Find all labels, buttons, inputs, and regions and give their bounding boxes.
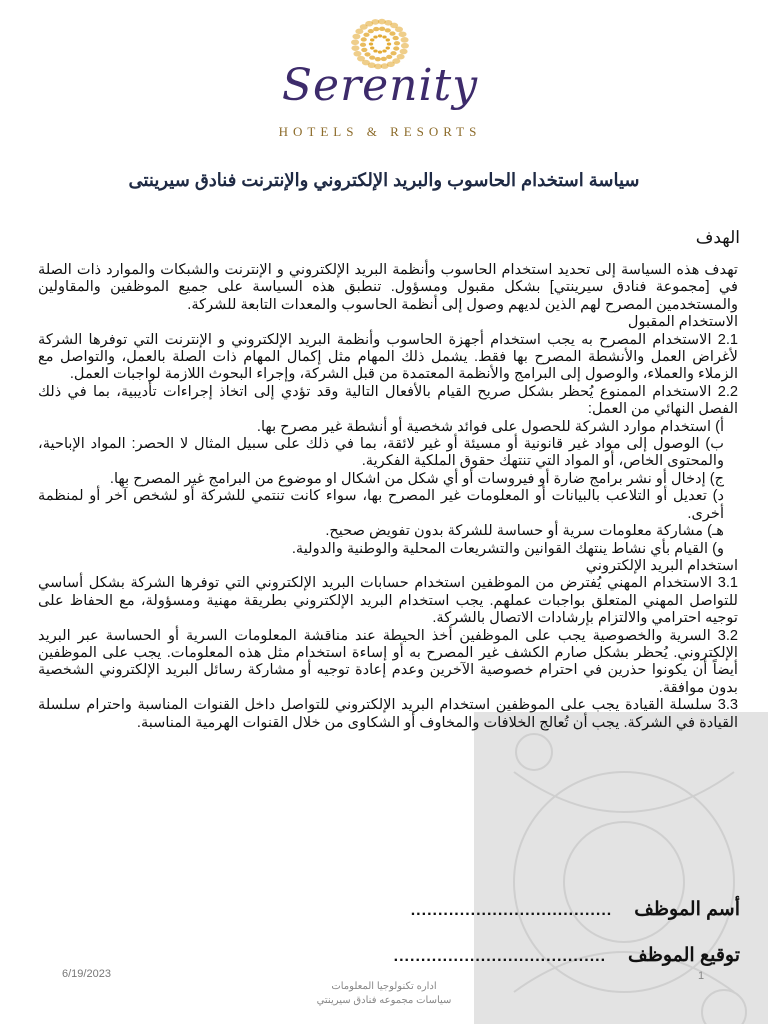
policy-paragraph: الاستخدام المقبول bbox=[627, 314, 738, 331]
sunburst-dot bbox=[352, 34, 360, 40]
sunburst-dot bbox=[382, 35, 386, 38]
sunburst-dot bbox=[373, 27, 379, 31]
sunburst-dot bbox=[378, 34, 382, 37]
sunburst-dot bbox=[351, 39, 359, 45]
serenity-logo bbox=[250, 12, 510, 140]
sunburst-dot bbox=[386, 47, 390, 50]
sunburst-dot bbox=[361, 37, 367, 41]
policy-paragraph: 2.2 الاستخدام الممنوع يُحظر بشكل صريح القيام بالأفعال التالية وقد تؤدي إلى اتخاذ إجراءات تأديبية، بما في ذلك الفصل النهائي من العمل: bbox=[38, 383, 738, 418]
policy-paragraph: 2.1 الاستخدام المصرح به يجب استخدام أجهزة الحاسوب وأنظمة البريد الإلكتروني و الإنترنت التي توفرها الشركة لأغراض العمل والأنشطة المصرح بها فقط. يشمل ذلك المهام مثل إكمال المهام ذات الصلة بالعمل، والتواصل مع الزملاء والعملاء، والوصول إلى البرامج والأنظمة المعتمدة من قبل الشركة، وإجراء البحوث اللازمة لواجبات العمل. bbox=[38, 331, 738, 383]
footer-line-1: اداره تكنولوجيا المعلومات bbox=[331, 981, 437, 992]
sunburst-dot bbox=[400, 49, 408, 55]
sunburst-dot bbox=[386, 38, 390, 41]
sunburst-dot bbox=[373, 35, 377, 38]
policy-paragraph: 3.3 سلسلة القيادة يجب على الموظفين استخدام البريد الإلكتروني للتواصل داخل القنوات المناسبة واحترام سلسلة القيادة في الشركة. يجب أن تُعالج الخلافات والمخاوف أو الشكاوى من خلال القنوات الهرمية المناسبة. bbox=[38, 697, 738, 731]
sunburst-dot bbox=[364, 52, 370, 56]
employee-signature-line: ....................................... bbox=[393, 948, 607, 965]
sunburst-dot bbox=[351, 45, 359, 51]
sunburst-dot bbox=[373, 49, 377, 52]
employee-name-field bbox=[300, 898, 740, 921]
employee-signature-field bbox=[300, 944, 740, 967]
footer-date: 6/19/2023 bbox=[62, 968, 111, 980]
sunburst-dot bbox=[393, 36, 399, 40]
sunburst-dot bbox=[363, 33, 369, 37]
decorative-background-panel bbox=[474, 712, 768, 1024]
sunburst-dot bbox=[389, 31, 395, 35]
policy-list-item: أ) استخدام موارد الشركة للحصول على فوائد شخصية أو أنشطة غير مصرح بها. bbox=[256, 418, 724, 435]
sunburst-dot bbox=[385, 28, 391, 32]
document-body bbox=[38, 262, 738, 732]
sunburst-dot bbox=[360, 43, 366, 47]
sunburst-dot bbox=[394, 41, 400, 45]
policy-paragraph: 3.1 الاستخدام المهني يُفترض من الموظفين استخدام حسابات البريد الإلكتروني التي توفرها الشركة بشكل أساسي للتواصل المهني المتعلق بواجبات عملهم. يجب استخدام البريد الإلكتروني بطريقة مهنية ومسؤولة، مع الحفاظ على توجيه احترامي والالتزام بإرشادات الاتصال بالشركة. bbox=[38, 575, 738, 627]
sunburst-dot bbox=[370, 38, 374, 41]
sunburst-dot bbox=[390, 51, 396, 55]
sunburst-dot bbox=[393, 46, 399, 50]
sunburst-dot bbox=[378, 51, 382, 54]
section-heading: الهدف bbox=[695, 228, 740, 247]
page-number: 1 bbox=[698, 970, 705, 982]
sunburst-dot bbox=[379, 27, 385, 31]
footer-department bbox=[284, 980, 484, 1008]
sunburst-dot bbox=[401, 37, 409, 43]
policy-paragraph: 3.2 السرية والخصوصية يجب على الموظفين أخذ الحيطة عند مناقشة المعلومات السرية أو الحساسة عبر البريد الإلكتروني. يُحظر بشكل صارم الكشف غير المصرح به أو إساءة استخدام مثل هذه المعلومات. يجب على الموظفين أيضاً أن يكونوا حذرين في احترام خصوصية الآخرين وعدم إعادة توجيه أو مشاركة رسائل البريد الإلكتروني الشخصية بدون موافقة. bbox=[38, 627, 738, 696]
sunburst-dot bbox=[401, 43, 409, 49]
policy-list-item: ج) إدخال أو نشر برامج ضارة أو فيروسات أو أي شكل من اشكال او موضوع من البرامج غير المصرح بها. bbox=[109, 470, 724, 487]
employee-name-line: ..................................... bbox=[410, 902, 613, 919]
policy-list-item: هـ) مشاركة معلومات سرية أو حساسة للشركة بدون تفويض صحيح. bbox=[325, 523, 724, 540]
sunburst-dot bbox=[395, 27, 403, 33]
policy-list-item: ب) الوصول إلى مواد غير قانونية أو مسيئة أو غير لائقة، بما في ذلك على سبيل المثال لا الحصر: المواد الإباحية، والمحتوى الخاص، أو المواد التي تنتهك حقوق الملكية الفكرية. bbox=[38, 436, 724, 470]
employee-signature-label: توقيع الموظف bbox=[628, 945, 740, 966]
logo-tagline: HOTELS & RESORTS bbox=[278, 124, 482, 139]
sunburst-dot bbox=[387, 42, 391, 45]
policy-paragraph: تهدف هذه السياسة إلى تحديد استخدام الحاسوب وأنظمة البريد الإلكتروني و الإنترنت والشبكات والموارد ذات الصلة في [مجموعة فنادق سيرينتي] بشكل مقبول ومسؤول. تنطبق هذه السياسة على جميع الموظفين والمقاولين والمستخدمين المصرح لهم الذين لديهم وصول إلى أنظمة الحاسوب والمعدات التابعة للشركة. bbox=[38, 262, 738, 313]
sunburst-dot bbox=[382, 49, 386, 52]
footer-line-2: سياسات مجموعه فنادق سيرينتي bbox=[316, 995, 452, 1006]
sunburst-dot bbox=[399, 31, 407, 37]
logo-brand-text: Serenity bbox=[281, 60, 479, 111]
sunburst-dot bbox=[368, 29, 374, 33]
sunburst-dot bbox=[361, 48, 367, 52]
sunburst-dot bbox=[353, 51, 361, 57]
sunburst-dot bbox=[386, 55, 392, 59]
policy-list-item: و) القيام بأي نشاط ينتهك القوانين والتشريعات المحلية والوطنية والدولية. bbox=[291, 540, 724, 557]
sunburst-dot bbox=[369, 42, 373, 45]
employee-name-label: أسم الموظف bbox=[634, 899, 740, 920]
policy-paragraph: استخدام البريد الإلكتروني bbox=[585, 557, 738, 574]
document-title: سياسة استخدام الحاسوب والبريد الإلكتروني والإنترنت فنادق سيرينتى bbox=[128, 170, 640, 190]
policy-list-item: د) تعديل أو التلاعب بالبيانات أو المعلومات غير المصرح بها، سواء كانت تنتمي للشركة أو لشخص آخر أو لمنظمة أخرى. bbox=[38, 488, 724, 522]
sunburst-dot bbox=[370, 47, 374, 50]
